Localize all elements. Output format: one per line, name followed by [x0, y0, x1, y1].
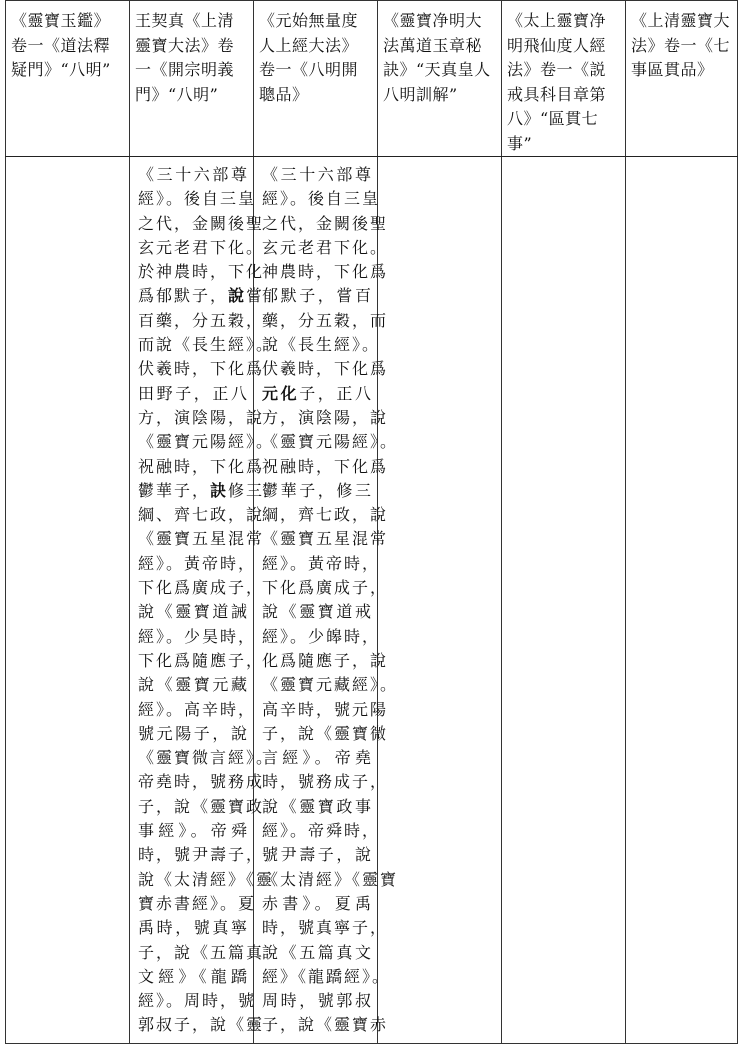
- text-line: 經》。周時，號: [138, 991, 257, 1011]
- body-cell-1: [6, 157, 130, 1044]
- text-line: 百藥，分五穀，: [138, 310, 265, 330]
- text-line: 說《長生經》。: [262, 335, 381, 355]
- text-line: 方，演陰陽，說: [262, 407, 389, 427]
- text-line: 於神農時，下化: [138, 262, 265, 282]
- text-line: 之代，金闕後聖: [262, 213, 389, 233]
- text-line: 號尹壽子，說: [262, 845, 373, 865]
- text-line: 說《靈寶道誡: [138, 602, 249, 622]
- text-line: 說《靈寶元藏: [138, 675, 249, 695]
- text-line: 《靈寶微言經》。: [138, 748, 275, 768]
- text-line: 周時，號郭叔: [262, 991, 373, 1011]
- body-cell-3: [254, 157, 399, 1044]
- text-line: 帝堯時，號務成: [138, 772, 265, 792]
- header-cell-1: [6, 1, 130, 157]
- text-line: 伏羲時，下化爲: [262, 359, 389, 379]
- text-line: 《靈寶元藏經》。: [262, 675, 399, 695]
- text-line: 爲郁默子，說嘗: [138, 286, 265, 306]
- text-line: 《靈寶元陽經》。: [138, 432, 275, 452]
- text-line: 言經》。帝堯: [262, 748, 373, 768]
- text-line: 祝融時，下化爲: [262, 456, 389, 476]
- text-line: 時，號尹壽子，: [138, 845, 265, 865]
- text-line: 而說《長生經》。: [138, 335, 275, 355]
- text-line: 號元陽子，說: [138, 723, 249, 743]
- text-line: 子，說《五篇真: [138, 942, 265, 962]
- text-line: 寶赤書經》。夏: [138, 893, 257, 913]
- text-line: 經》。黃帝時，: [138, 553, 257, 573]
- body-cell-4: [378, 157, 502, 1044]
- header-text-3: 《元始無量度人上經大法》卷一《八明開聰品》: [259, 11, 359, 104]
- header-text-6: 《上清靈寶大法》卷一《七事區貫品》: [631, 11, 731, 79]
- header-text-1: 《靈寶玉鑑》卷一《道法釋疑門》“八明”: [11, 11, 111, 79]
- header-cell-6: [626, 1, 738, 157]
- body-cell-6: [626, 157, 738, 1044]
- text-line: 文經》《龍蹻: [138, 966, 249, 986]
- text-line: 郭叔子，說《靈: [138, 1015, 265, 1035]
- text-line: 伏羲時，下化爲: [138, 359, 265, 379]
- text-line: 《太清經》《靈寶: [262, 869, 399, 889]
- text-line: 《三十六部尊: [138, 165, 249, 184]
- text-line: 經》。後自三皇: [138, 189, 257, 209]
- text-line: 子，說《靈寶政: [138, 796, 265, 816]
- header-row: [6, 1, 738, 157]
- header-cell-4: [378, 1, 502, 157]
- text-line: 禹時，號真寧: [138, 918, 249, 938]
- column-text-3: [254, 157, 399, 1038]
- text-line: 藥，分五穀，而: [262, 310, 389, 330]
- header-cell-2: [130, 1, 254, 157]
- header-text-2: 王契真《上清靈寶大法》卷一《開宗明義門》“八明”: [135, 11, 235, 104]
- text-line: 說《太清經》《靈: [138, 869, 275, 889]
- comparison-table: [5, 0, 738, 1044]
- text-line: 經》。高辛時，: [138, 699, 257, 719]
- text-line: 鬱華子，修三: [262, 480, 373, 500]
- header-cell-5: [502, 1, 626, 157]
- text-line: 鬱華子，訣修三: [138, 480, 265, 500]
- text-line: 赤書》。夏禹: [262, 893, 373, 913]
- text-line: 高辛時，號元陽: [262, 699, 389, 719]
- text-line: 神農時，下化爲: [262, 262, 389, 282]
- text-line: 子，說《靈寶赤: [262, 1015, 389, 1035]
- body-cell-2: [130, 157, 275, 1044]
- text-line: 《靈寶五星混常: [138, 529, 265, 549]
- column-text-2: [130, 157, 275, 1038]
- text-line: 元化子，正八: [262, 383, 373, 403]
- text-line: 祝融時，下化爲: [138, 456, 265, 476]
- text-line: 經》。後自三皇: [262, 189, 381, 209]
- text-line: 時，號務成子，: [262, 772, 389, 792]
- text-line: 經》《龍蹻經》。: [262, 966, 391, 986]
- text-line: 郁默子，嘗百: [262, 286, 373, 306]
- text-line: 經》。少皞時，: [262, 626, 381, 646]
- text-line: 田野子，正八: [138, 383, 249, 403]
- header-cell-3: [254, 1, 378, 157]
- text-line: 之代，金闕後聖: [138, 213, 265, 233]
- body-cell-5: [502, 157, 626, 1044]
- text-line: 時，號真寧子，: [262, 918, 389, 938]
- text-line: 綱，齊七政，說: [262, 505, 389, 525]
- text-line: 下化爲廣成子，: [138, 578, 265, 598]
- text-line: 綱、齊七政，說: [138, 505, 265, 525]
- text-line: 事經》。帝舜: [138, 821, 249, 841]
- text-line: 經》。少昊時，: [138, 626, 257, 646]
- text-line: 玄元老君下化。: [262, 237, 389, 257]
- header-text-5: 《太上靈寶净明飛仙度人經法》卷一《説戒具科目章第八》“區貫七事”: [507, 11, 607, 153]
- text-line: 下化爲隨應子，: [138, 650, 265, 670]
- text-line: 說《靈寶政事: [262, 796, 373, 816]
- text-line: 子，說《靈寶微: [262, 723, 389, 743]
- text-line: 下化爲廣成子，: [262, 578, 389, 598]
- text-line: 化爲隨應子，說: [262, 650, 389, 670]
- body-row: [6, 157, 738, 1044]
- text-line: 玄元老君下化。: [138, 237, 265, 257]
- text-line: 經》。黃帝時，: [262, 553, 381, 573]
- header-text-4: 《靈寶净明大法萬道玉章秘訣》“天真皇人八明訓解”: [383, 11, 491, 104]
- text-line: 《三十六部尊: [262, 165, 373, 184]
- text-line: 經》。帝舜時，: [262, 821, 381, 841]
- text-line: 說《五篇真文: [262, 942, 373, 962]
- text-line: 說《靈寶道戒: [262, 602, 373, 622]
- text-line: 《靈寶五星混常: [262, 529, 389, 549]
- text-line: 《靈寶元陽經》。: [262, 432, 399, 452]
- text-line: 方，演陰陽，說: [138, 407, 265, 427]
